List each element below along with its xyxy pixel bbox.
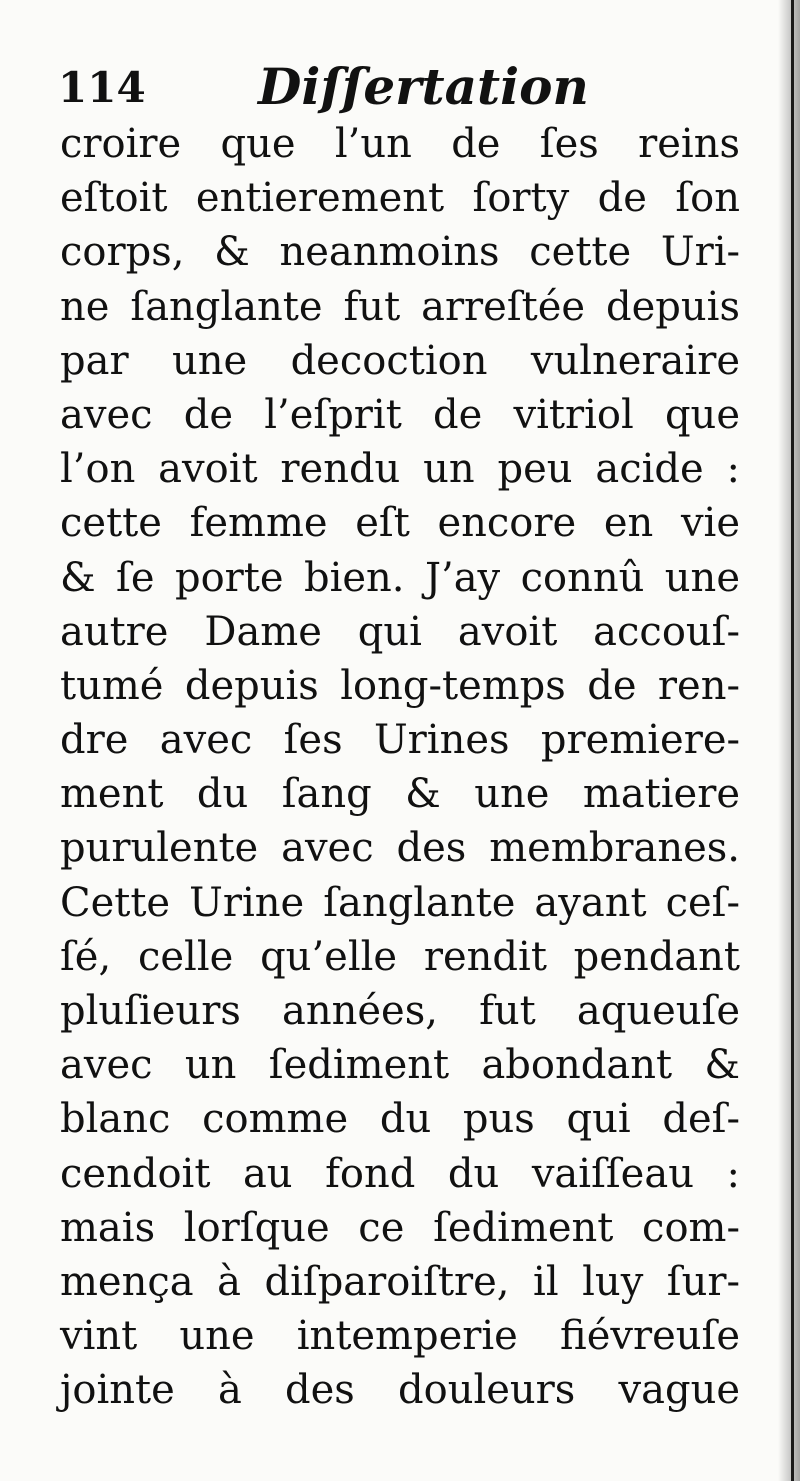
page-edge-shadow [778,0,800,1481]
text-line: par une decoction vulneraire [60,337,740,384]
page-edge-line [791,0,794,1481]
page-number: 114 [58,63,146,112]
running-title: Diſſertation [258,57,589,116]
text-line: mais lorſque ce ſediment com- [60,1204,740,1251]
text-line: dre avec ſes Urines premiere- [60,717,740,764]
text-line: avec de l’eſprit de vitriol que [60,391,740,438]
text-line: pluſieurs années, fut aqueuſe [60,988,740,1034]
text-line: eſtoit entierement ſorty de ſon [60,175,740,222]
text-line: ment du ſang & une matiere [60,771,740,818]
text-line: ne ſanglante fut arreſtée depuis [60,283,740,330]
text-line: avec un ſediment abondant & [60,1042,740,1089]
text-line: corps, & neanmoins cette Uri- [60,229,740,276]
text-line: autre Dame qui avoit accouſ- [60,608,740,655]
text-line: mença à diſparoiſtre, il luy ſur- [60,1258,740,1305]
text-line: purulente avec des membranes. [60,825,740,872]
text-line: & ſe porte bien. J’ay connû une [60,554,740,601]
text-line: l’on avoit rendu un peu acide : [60,446,740,493]
text-line: cette femme eſt encore en vie [60,500,740,547]
text-line: vint une intemperie fiévreuſe [60,1313,740,1360]
text-line: blanc comme du pus qui deſ- [60,1096,740,1143]
text-line: ſé, celle qu’elle rendit pendant [60,933,740,980]
text-line: croire que l’un de ſes reins [60,121,740,167]
body-text [60,117,740,1418]
text-line: tumé depuis long-temps de ren- [60,662,740,709]
page-header [58,55,738,125]
text-line: Cette Urine ſanglante ayant ceſ- [60,879,740,926]
text-line: cendoit au fond du vaiſſeau : [60,1150,740,1197]
text-line: jointe à des douleurs vague [60,1367,740,1414]
